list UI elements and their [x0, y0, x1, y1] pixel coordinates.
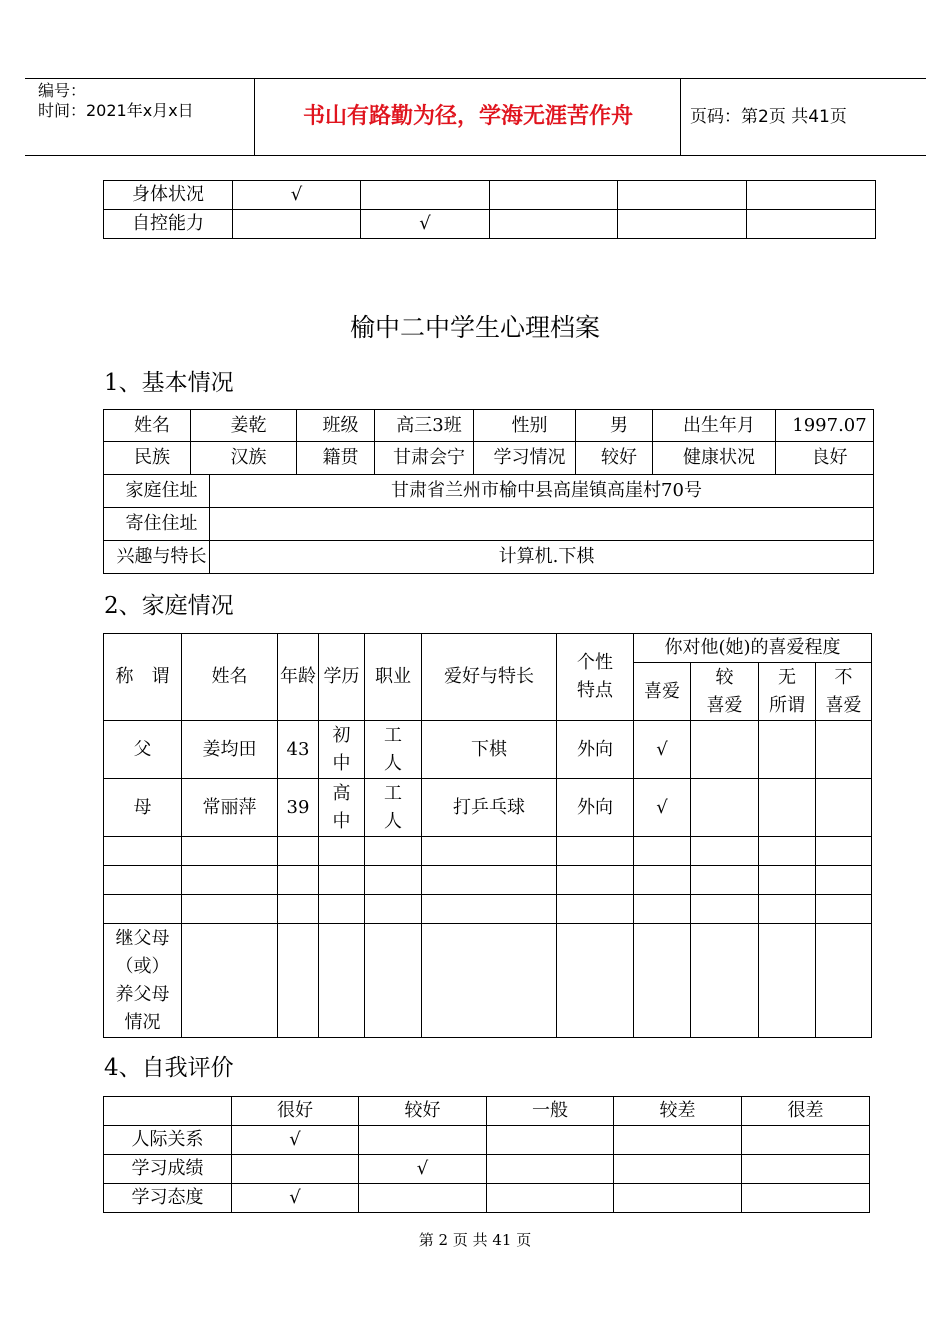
section-heading-self-eval: 4、自我评价	[104, 1055, 234, 1081]
col-header-edu: 学历	[319, 634, 365, 721]
gender-label: 性别	[474, 410, 576, 442]
birth-value: 1997.07	[776, 410, 874, 442]
col-header-dislike	[816, 663, 872, 721]
member-personality: 外向	[557, 779, 634, 837]
lodge-value	[210, 508, 874, 541]
check-cell	[487, 1155, 614, 1184]
member-more-like	[691, 779, 759, 837]
check-cell: √	[361, 210, 490, 239]
table-row-empty	[104, 866, 872, 895]
more-like-line-1: 较	[715, 666, 734, 688]
personality-line-1: 个性	[577, 652, 613, 673]
check-cell	[359, 1126, 487, 1155]
col-header-like: 喜爱	[634, 663, 691, 721]
member-age: 43	[278, 721, 319, 779]
table-row	[104, 181, 876, 210]
table-row	[104, 779, 872, 837]
edu-line-2: 中	[332, 752, 351, 774]
lodge-label: 寄住住址	[104, 508, 210, 541]
edu-line-1: 高	[332, 782, 351, 804]
check-cell	[742, 1184, 870, 1213]
member-personality: 外向	[557, 721, 634, 779]
check-cell	[361, 181, 490, 210]
edu-line-1: 初	[332, 724, 351, 746]
dislike-line-1: 不	[834, 666, 853, 688]
page-title: 榆中二中学生心理档案	[349, 313, 600, 342]
member-title: 母	[104, 779, 182, 837]
row-label: 自控能力	[104, 210, 233, 239]
home-value: 甘肃省兰州市榆中县高崖镇高崖村70号	[210, 475, 874, 508]
member-dislike	[816, 721, 872, 779]
time-label: 时间：2021年x月x日	[38, 101, 194, 120]
check-cell	[487, 1184, 614, 1213]
job-line-2: 人	[384, 810, 402, 832]
member-edu	[319, 721, 365, 779]
edu-line-2: 中	[332, 810, 351, 832]
check-cell	[747, 210, 876, 239]
check-cell	[487, 1126, 614, 1155]
col-header-name: 姓名	[182, 634, 278, 721]
step-line-1: 继父母	[115, 927, 170, 949]
corner-cell	[104, 1097, 232, 1126]
table-row	[104, 410, 874, 442]
page-footer: 第 2 页 共 41 页	[418, 1231, 532, 1249]
check-cell	[233, 210, 361, 239]
check-cell: √	[232, 1184, 359, 1213]
ethnic-value: 汉族	[191, 442, 297, 475]
member-name: 常丽萍	[182, 779, 278, 837]
member-more-like	[691, 721, 759, 779]
check-cell: √	[359, 1155, 487, 1184]
col-header-indifferent	[759, 663, 816, 721]
birth-label: 出生年月	[653, 410, 776, 442]
col-header: 很差	[742, 1097, 870, 1126]
basic-info-table	[103, 409, 874, 574]
indifferent-line-2: 所谓	[769, 694, 805, 716]
header-top-rule	[25, 78, 926, 79]
more-like-line-2: 喜爱	[706, 694, 743, 716]
check-cell	[614, 1155, 742, 1184]
gender-value: 男	[576, 410, 653, 442]
self-eval-table	[103, 1096, 870, 1213]
table-header-row	[104, 634, 872, 663]
class-label: 班级	[297, 410, 375, 442]
table-row	[104, 1155, 870, 1184]
col-header-age: 年龄	[278, 634, 319, 721]
col-header-more-like	[691, 663, 759, 721]
col-header: 较差	[614, 1097, 742, 1126]
study-value: 较好	[576, 442, 653, 475]
native-value: 甘肃会宁	[375, 442, 474, 475]
header-divider	[254, 78, 255, 155]
member-age: 39	[278, 779, 319, 837]
col-header: 一般	[487, 1097, 614, 1126]
member-indifferent	[759, 721, 816, 779]
col-header: 很好	[232, 1097, 359, 1126]
native-label: 籍贯	[297, 442, 375, 475]
hobby-value: 计算机.下棋	[210, 541, 874, 574]
member-edu	[319, 779, 365, 837]
member-job	[365, 721, 422, 779]
header-bottom-rule	[25, 155, 926, 156]
check-cell	[742, 1155, 870, 1184]
hobby-label: 兴趣与特长	[104, 541, 210, 574]
check-cell	[742, 1126, 870, 1155]
member-job	[365, 779, 422, 837]
table-row	[104, 442, 874, 475]
indifferent-line-1: 无	[778, 666, 796, 688]
section-heading-basic: 1、基本情况	[104, 370, 234, 396]
table-row	[104, 1184, 870, 1213]
col-header-personality	[557, 634, 634, 721]
table-row-empty	[104, 837, 872, 866]
member-hobby: 打乒乓球	[422, 779, 557, 837]
table-row	[104, 508, 874, 541]
table-row	[104, 210, 876, 239]
health-value: 良好	[776, 442, 874, 475]
header-page-label: 页码：第2页 共41页	[690, 107, 847, 127]
check-cell	[232, 1155, 359, 1184]
step-line-2: （或）	[115, 955, 170, 977]
check-cell	[614, 1184, 742, 1213]
personality-line-2: 特点	[577, 680, 613, 701]
study-label: 学习情况	[474, 442, 576, 475]
family-table	[103, 633, 872, 1038]
col-header-like-group: 你对他(她)的喜爱程度	[634, 634, 872, 663]
header-motto: 书山有路勤为径，学海无涯苦作舟	[302, 104, 633, 129]
table-header-row	[104, 1097, 870, 1126]
member-name: 姜均田	[182, 721, 278, 779]
row-label: 学习成绩	[104, 1155, 232, 1184]
check-cell	[614, 1126, 742, 1155]
table-row-empty	[104, 895, 872, 924]
col-header-title: 称 谓	[104, 634, 182, 721]
job-line-1: 工	[384, 782, 402, 804]
col-header-hobby: 爱好与特长	[422, 634, 557, 721]
class-value: 高三3班	[375, 410, 474, 442]
step-line-3: 养父母	[115, 983, 170, 1005]
member-like: √	[634, 779, 691, 837]
check-cell	[359, 1184, 487, 1213]
continued-table	[103, 180, 876, 239]
row-label: 身体状况	[104, 181, 233, 210]
check-cell: √	[232, 1126, 359, 1155]
member-hobby: 下棋	[422, 721, 557, 779]
section-heading-family: 2、家庭情况	[104, 593, 234, 619]
table-row	[104, 541, 874, 574]
member-title: 父	[104, 721, 182, 779]
name-value: 姜乾	[191, 410, 297, 442]
name-label: 姓名	[104, 410, 191, 442]
col-header: 较好	[359, 1097, 487, 1126]
number-label: 编号：	[38, 81, 87, 100]
col-header-job: 职业	[365, 634, 422, 721]
member-like: √	[634, 721, 691, 779]
table-row	[104, 721, 872, 779]
row-label: 人际关系	[104, 1126, 232, 1155]
table-row	[104, 475, 874, 508]
dislike-line-2: 喜爱	[825, 694, 862, 716]
step-line-4: 情况	[124, 1011, 161, 1033]
check-cell	[490, 210, 618, 239]
health-label: 健康状况	[653, 442, 776, 475]
check-cell	[618, 181, 747, 210]
row-label: 学习态度	[104, 1184, 232, 1213]
header-divider	[680, 78, 681, 155]
table-row-step-parents	[104, 924, 872, 1038]
check-cell	[618, 210, 747, 239]
job-line-1: 工	[384, 724, 402, 746]
table-row	[104, 1126, 870, 1155]
check-cell	[490, 181, 618, 210]
header-meta	[38, 81, 194, 121]
check-cell	[747, 181, 876, 210]
member-dislike	[816, 779, 872, 837]
step-parents-label	[104, 924, 182, 1038]
ethnic-label: 民族	[104, 442, 191, 475]
member-indifferent	[759, 779, 816, 837]
job-line-2: 人	[384, 752, 402, 774]
check-cell: √	[233, 181, 361, 210]
home-label: 家庭住址	[104, 475, 210, 508]
